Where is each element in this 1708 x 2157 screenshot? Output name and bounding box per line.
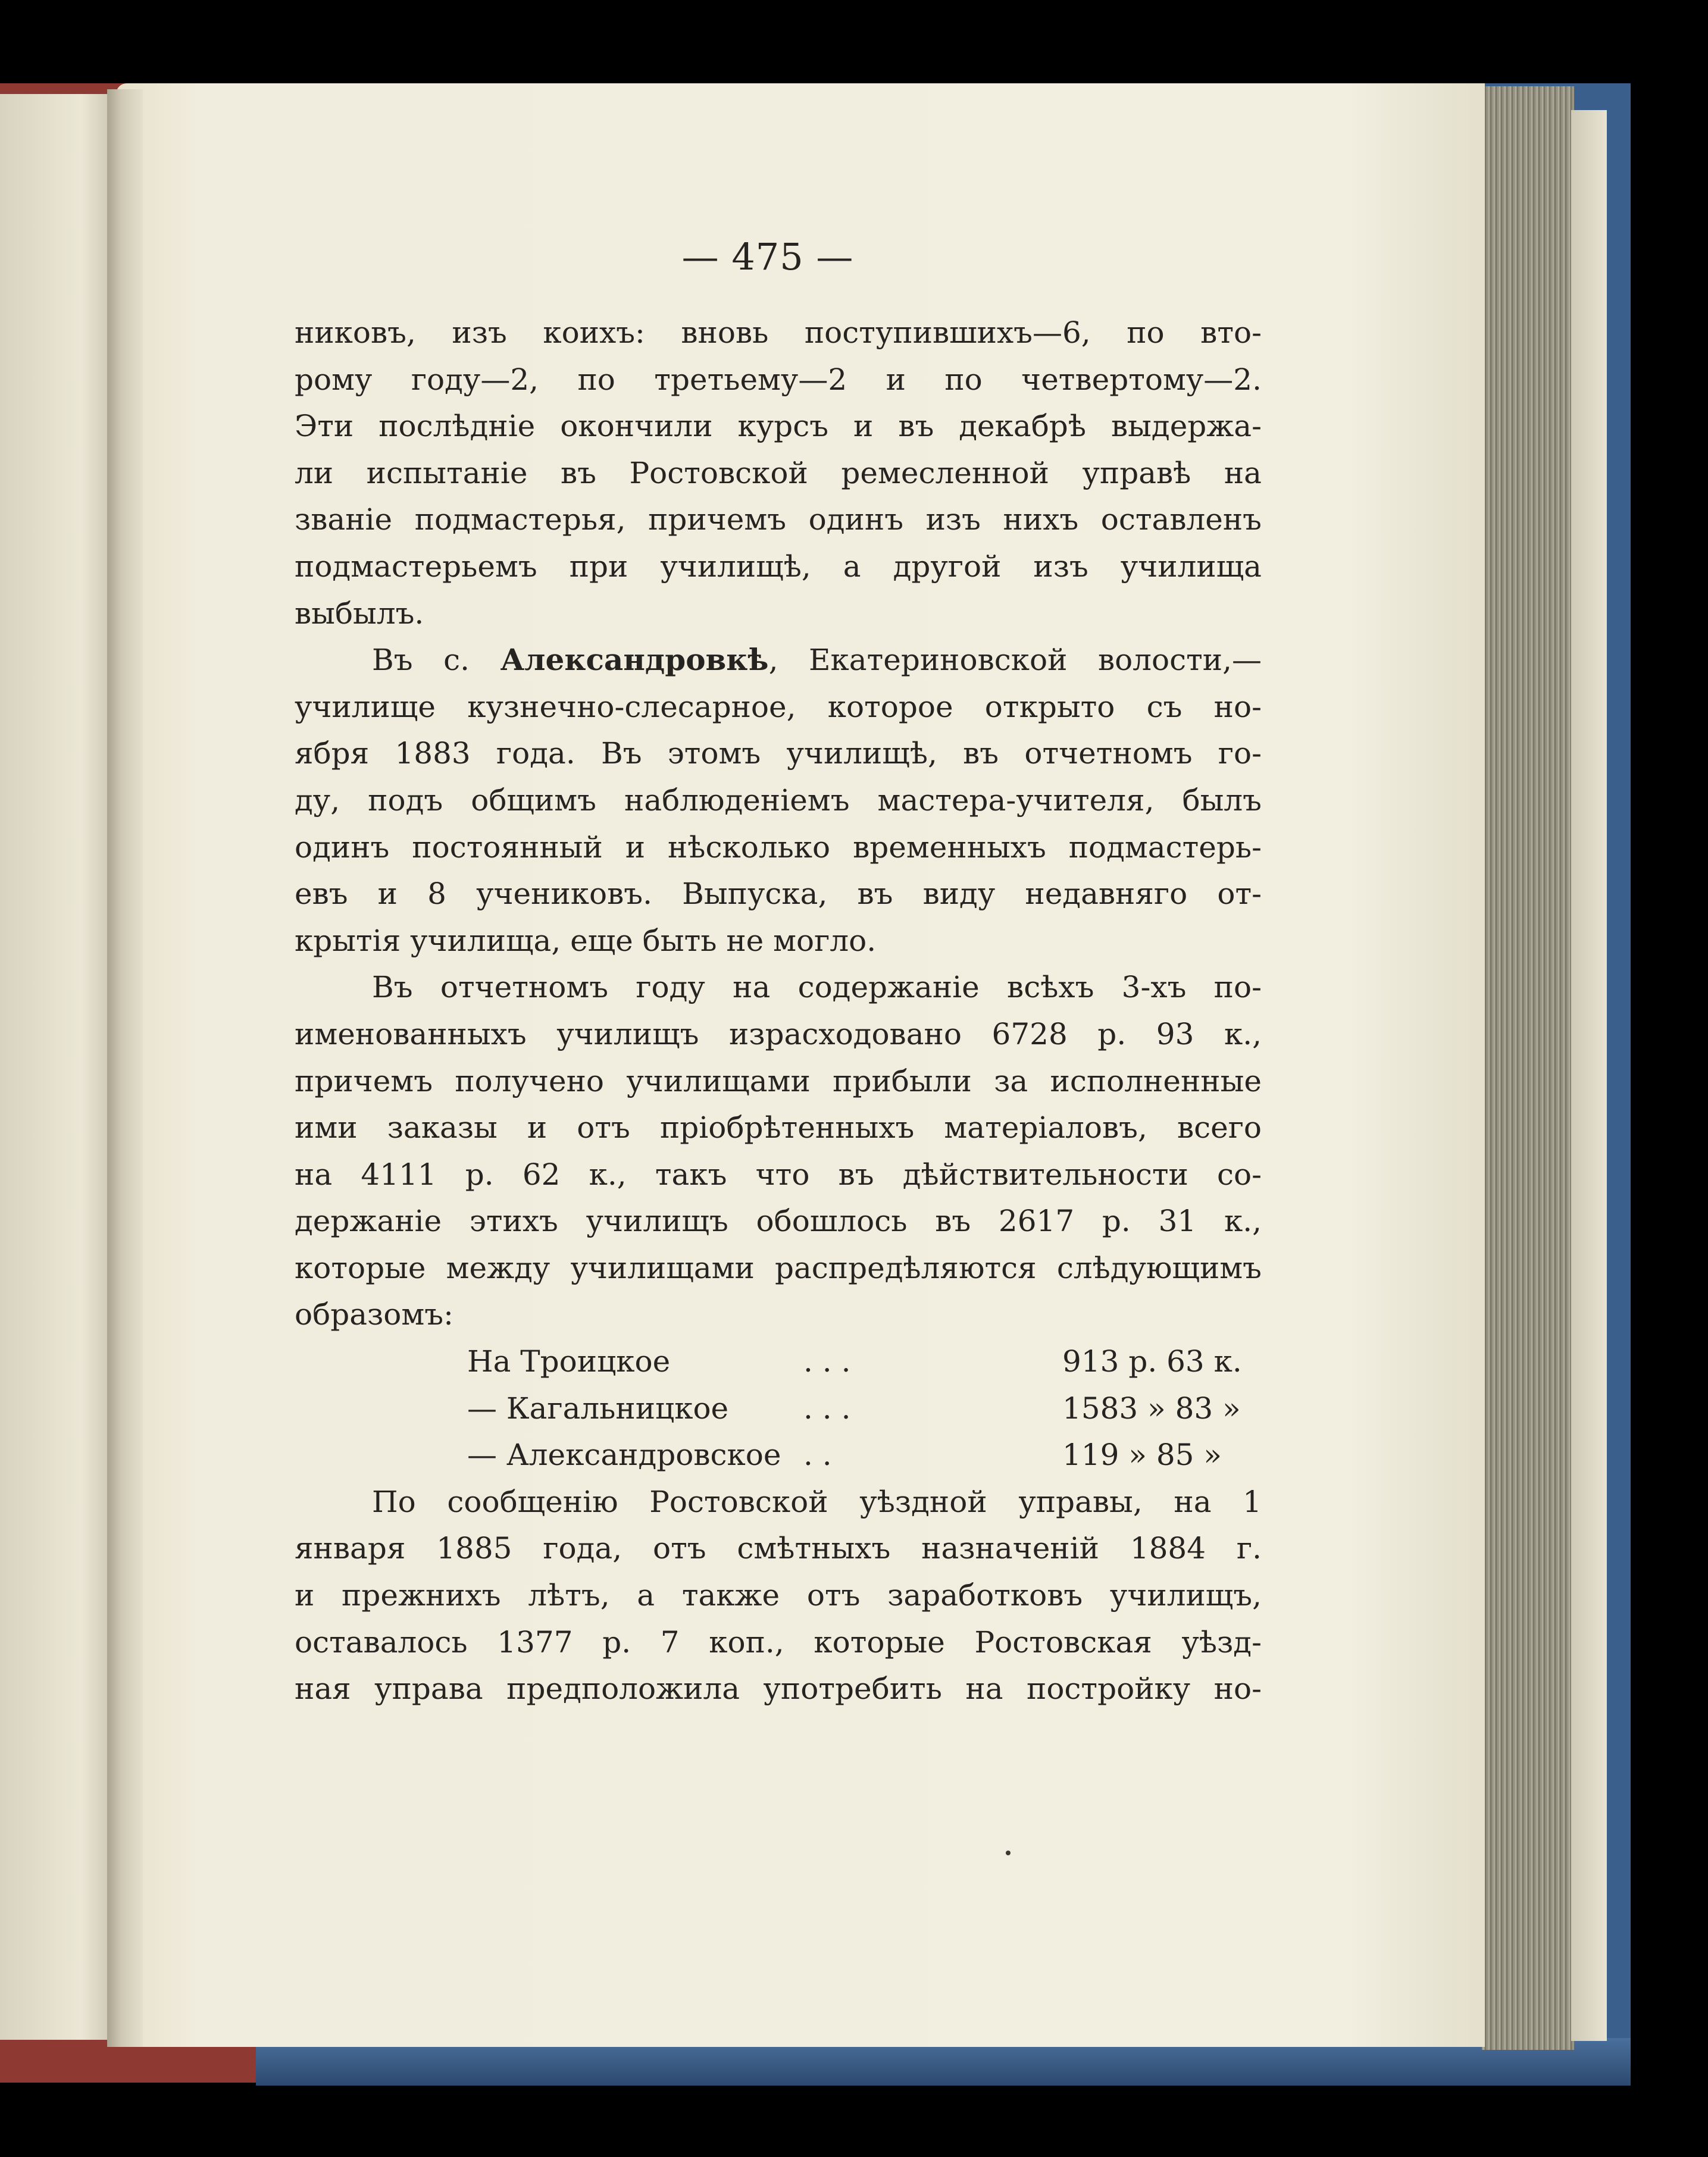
table-row xyxy=(295,1338,1262,1385)
place-name-bold: Александровкѣ xyxy=(500,642,769,678)
text-line: на 4111 р. 62 к., такъ что въ дѣйствительности со- xyxy=(295,1157,1262,1192)
book-gutter xyxy=(107,89,143,2047)
table-row xyxy=(295,1385,1262,1432)
text-line: По сообщенію Ростовской уѣздной управы, на 1 xyxy=(372,1484,1262,1519)
text-line: Эти послѣдніе окончили курсъ и въ декабрѣ выдержа- xyxy=(295,409,1262,444)
page-number: — 475 — xyxy=(681,235,854,278)
text-line: и прежнихъ лѣтъ, а также отъ заработковъ училищъ, xyxy=(295,1578,1262,1613)
leader-dots: . . . xyxy=(803,1391,851,1426)
text-line: училище кузнечно-слесарное, которое открыто съ но- xyxy=(295,689,1262,724)
school-amount: 1583 » 83 » xyxy=(1062,1391,1241,1426)
text-fragment: Въ с. xyxy=(372,643,500,678)
school-name: На Троицкое xyxy=(467,1344,671,1379)
text-line: подмастерьемъ при училищѣ, а другой изъ училища xyxy=(295,549,1262,584)
text-line: никовъ, изъ коихъ: вновь поступившихъ—6, по вто- xyxy=(295,315,1262,350)
text-line xyxy=(295,637,1262,684)
text-line: ли испытаніе въ Ростовской ремесленной управѣ на xyxy=(295,455,1262,490)
facing-page-edge xyxy=(0,94,116,2040)
school-amount: 913 р. 63 к. xyxy=(1062,1344,1242,1379)
text-line: именованныхъ училищъ израсходовано 6728 р. 93 к., xyxy=(295,1016,1262,1051)
text-line: ная управа предположила употребить на постройку но- xyxy=(295,1671,1262,1707)
text-line: евъ и 8 учениковъ. Выпуска, въ виду недавняго от- xyxy=(295,876,1262,912)
page-block-edge-light xyxy=(1571,110,1607,2041)
leader-dots: . . xyxy=(803,1438,832,1473)
page-block-edges xyxy=(1482,86,1574,2050)
leader-dots: . . . xyxy=(803,1344,851,1379)
school-amount: 119 » 85 » xyxy=(1062,1438,1222,1473)
text-line: выбылъ. xyxy=(295,596,424,631)
text-line: ими заказы и отъ пріобрѣтенныхъ матеріаловъ, всего xyxy=(295,1110,1262,1145)
text-line: крытія училища, еще быть не могло. xyxy=(295,923,877,958)
table-row xyxy=(295,1432,1262,1479)
page-text xyxy=(295,309,1262,1713)
text-line: званіе подмастерья, причемъ одинъ изъ нихъ оставленъ xyxy=(295,502,1262,537)
text-line: причемъ получено училищами прибыли за исполненные xyxy=(295,1063,1262,1098)
text-line: держаніе этихъ училищъ обошлось въ 2617 р. 31 к., xyxy=(295,1204,1262,1239)
text-line: образомъ: xyxy=(295,1297,453,1332)
school-name: — Александровское xyxy=(467,1438,781,1473)
text-line: одинъ постоянный и нѣсколько временныхъ подмастерь- xyxy=(295,829,1262,865)
text-line: января 1885 года, отъ смѣтныхъ назначеній 1884 г. xyxy=(295,1531,1262,1566)
text-fragment: , Екатериновской волости,— xyxy=(768,643,1262,678)
text-line: рому году—2, по третьему—2 и по четвертому—2. xyxy=(295,362,1262,397)
text-line: ября 1883 года. Въ этомъ училищѣ, въ отчетномъ го- xyxy=(295,736,1262,771)
school-name: — Кагальницкое xyxy=(467,1391,729,1426)
text-line: которые между училищами распредѣляются слѣдующимъ xyxy=(295,1250,1262,1285)
paper-speck xyxy=(1006,1851,1011,1855)
text-line: ду, подъ общимъ наблюденіемъ мастера-учителя, былъ xyxy=(295,782,1262,818)
text-line: Въ отчетномъ году на содержаніе всѣхъ 3-хъ по- xyxy=(372,970,1262,1005)
text-line: оставалось 1377 р. 7 коп., которые Ростовская уѣзд- xyxy=(295,1624,1262,1660)
